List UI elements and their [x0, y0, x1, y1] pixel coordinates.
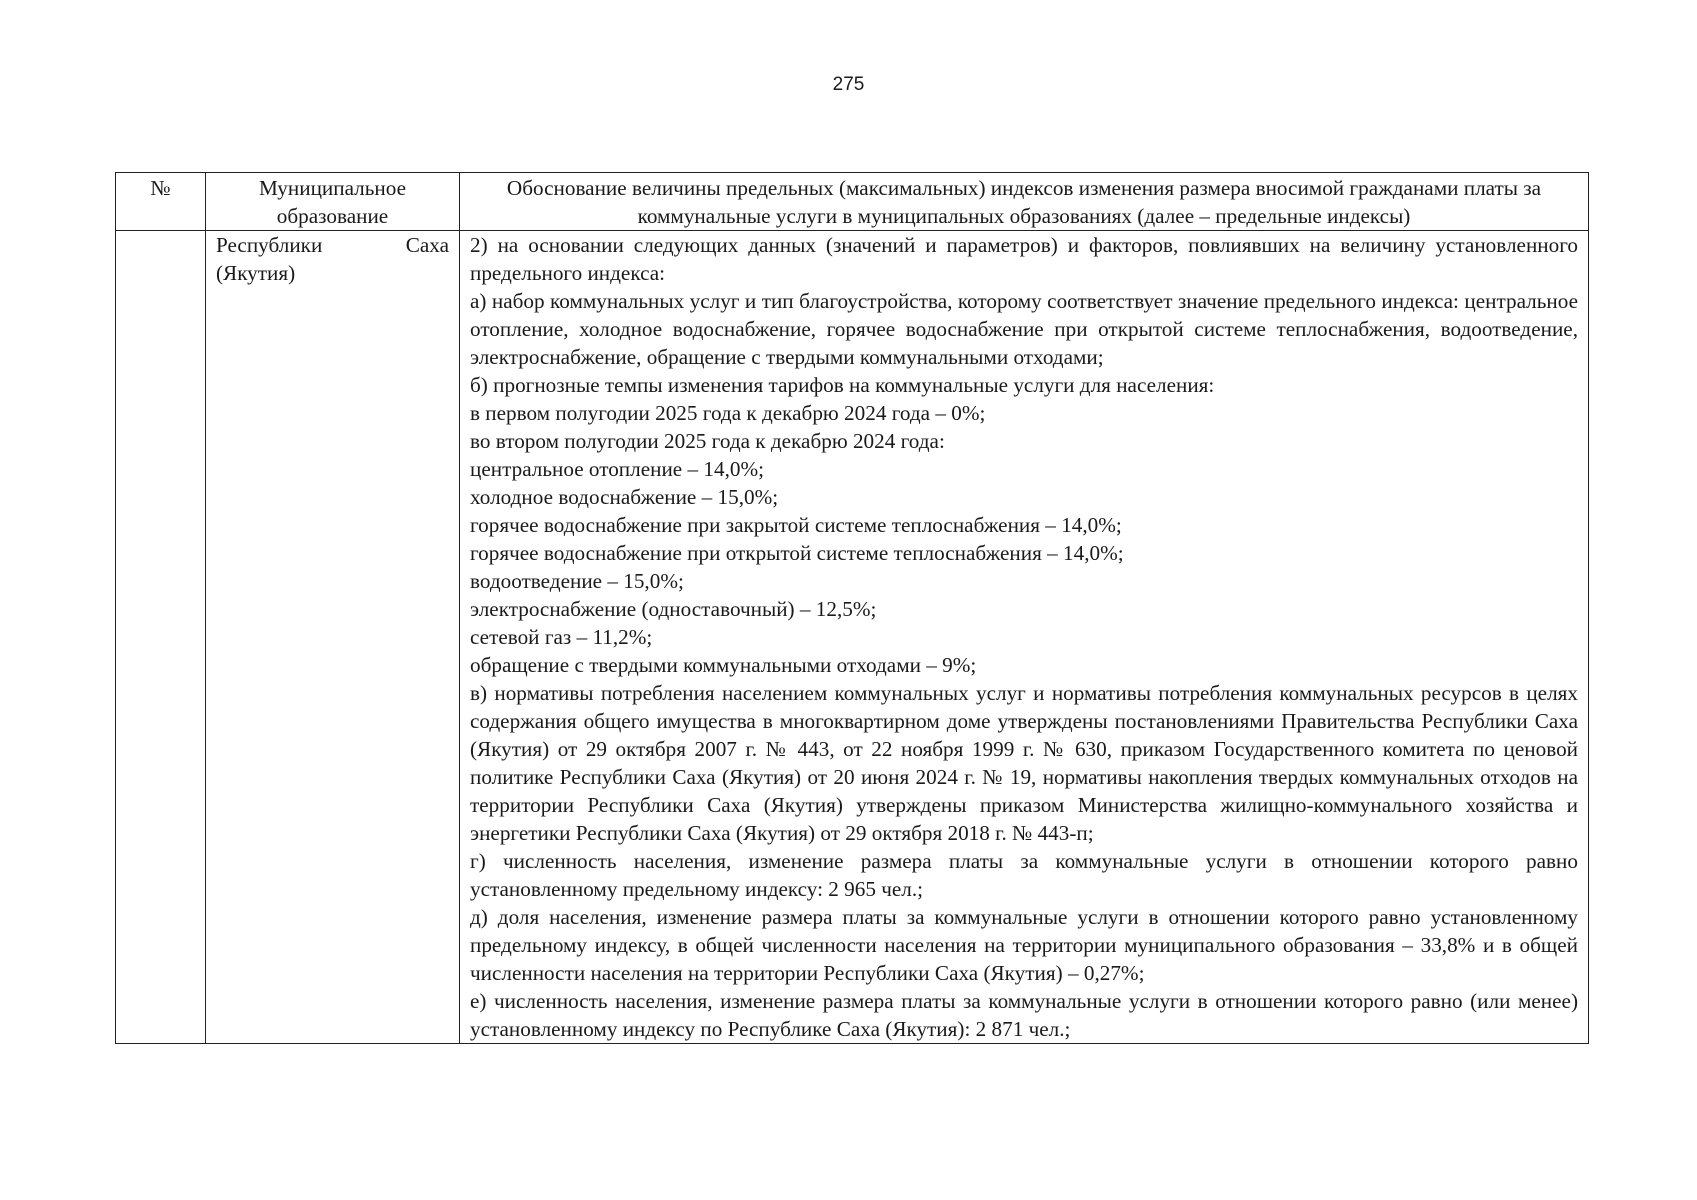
- paragraph: е) численность населения, изменение размера платы за коммунальные услуги в отношении которого равно (или менее) установленному индексу по Республике Саха (Якутия): 2 871 чел.;: [470, 989, 1578, 1041]
- paragraph: в) нормативы потребления населением коммунальных услуг и нормативы потребления коммунальных ресурсов в целях содержания общего имущества в многоквартирном доме утверждены постановлениями Правительства Республики Саха (Якутия) от 29 октября 2007 г. № 443, от 22 ноября 1999 г. № 630, приказом Государственного комитета по ценовой политике Республики Саха (Якутия) от 20 июня 2024 г. № 19, нормативы накопления твердых коммунальных отходов на территории Республики Саха (Якутия) утверждены приказом Министерства жилищно-коммунального хозяйства и энергетики Республики Саха (Якутия) от 29 октября 2018 г. № 443-п;: [470, 681, 1578, 845]
- municipality-line: [216, 231, 449, 259]
- table-header-row: [116, 173, 1589, 231]
- municipality-word: Республики: [216, 233, 323, 257]
- paragraph: в первом полугодии 2025 года к декабрю 2024 года – 0%;: [470, 401, 986, 425]
- paragraph: 2) на основании следующих данных (значений и параметров) и факторов, повлиявших на величину установленного предельного индекса:: [470, 233, 1578, 285]
- table-row: [116, 231, 1589, 1044]
- paragraph: горячее водоснабжение при закрытой системе теплоснабжения – 14,0%;: [470, 513, 1122, 537]
- cell-municipality: [206, 231, 460, 1044]
- paragraph: сетевой газ – 11,2%;: [470, 625, 653, 649]
- paragraph: г) численность населения, изменение размера платы за коммунальные услуги в отношении которого равно установленному предельному индексу: 2 965 чел.;: [470, 849, 1578, 901]
- cell-num: [116, 231, 206, 1044]
- municipality-word: (Якутия): [216, 261, 296, 285]
- paragraph: д) доля населения, изменение размера платы за коммунальные услуги в отношении которого равно установленному предельному индексу, в общей численности населения на территории муниципального образования – 33,8% и в общей численности населения на территории Республики Саха (Якутия) – 0,27%;: [470, 905, 1578, 985]
- paragraph: обращение с твердыми коммунальными отходами – 9%;: [470, 653, 977, 677]
- paragraph: холодное водоснабжение – 15,0%;: [470, 485, 779, 509]
- paragraph: водоотведение – 15,0%;: [470, 569, 684, 593]
- cell-justification: [460, 231, 1589, 1044]
- header-num: №: [116, 173, 206, 231]
- page-number: 275: [832, 74, 865, 95]
- paragraph: центральное отопление – 14,0%;: [470, 457, 764, 481]
- justification-table: [115, 172, 1589, 1044]
- municipality-word: Саха: [405, 233, 449, 257]
- header-justification: Обоснование величины предельных (максимальных) индексов изменения размера вносимой гражданами платы за коммунальные услуги в муниципальных образованиях (далее – предельные индексы): [460, 173, 1589, 231]
- header-municipality: Муниципальное образование: [206, 173, 460, 231]
- paragraph: электроснабжение (одноставочный) – 12,5%;: [470, 597, 877, 621]
- paragraph: горячее водоснабжение при открытой системе теплоснабжения – 14,0%;: [470, 541, 1124, 565]
- paragraph: а) набор коммунальных услуг и тип благоустройства, которому соответствует значение предельного индекса: центральное отопление, холодное водоснабжение, горячее водоснабжение при открытой системе теплоснабжения, водоотведение, электроснабжение, обращение с твердыми коммунальными отходами;: [470, 289, 1578, 369]
- paragraph: во втором полугодии 2025 года к декабрю 2024 года:: [470, 429, 945, 453]
- paragraph: б) прогнозные темпы изменения тарифов на коммунальные услуги для населения:: [470, 373, 1215, 397]
